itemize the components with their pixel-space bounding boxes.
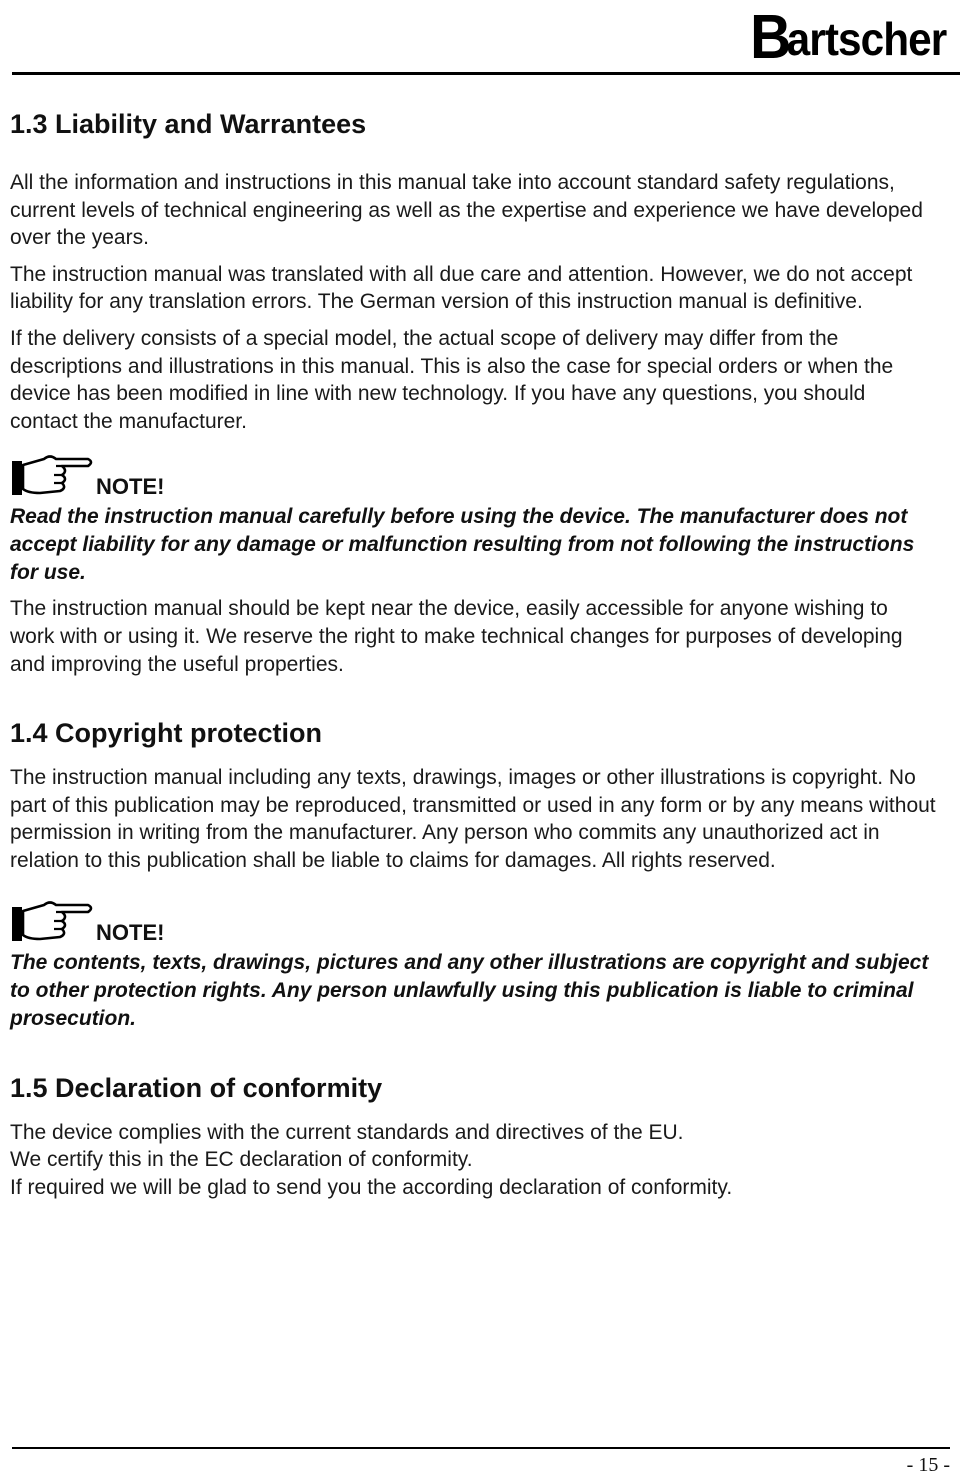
note-label: NOTE! — [96, 474, 165, 500]
pointing-hand-icon — [10, 897, 96, 943]
section-heading-liability: 1.3 Liability and Warrantees — [10, 109, 367, 139]
paragraph-conformity-line-1: The device complies with the current standards and directives of the EU. — [10, 1120, 684, 1144]
section-heading-conformity: 1.5 Declaration of conformity — [10, 1072, 383, 1103]
note-text-liability: Read the instruction manual carefully before using the device. The manufacturer does not accept liability for any damage or malfunction resulting from not following the instructions for use. — [10, 505, 915, 585]
paragraph-liability-3: If the delivery consists of a special model, the actual scope of delivery may differ from the descriptions and illustrations in this manual. This is also the case for special orders or when the device has been modified in line with new technology. If you have any questions, you should contact the manufacturer. — [10, 326, 894, 433]
note-label: NOTE! — [96, 919, 165, 945]
brand-logo — [731, 3, 946, 73]
brand-logo-text: Bartscher — [749, 3, 946, 73]
document-body — [10, 105, 936, 1201]
paragraph-copyright-1: The instruction manual including any texts, drawings, images or other illustrations is copyright. No part of this publication may be reproduced, transmitted or used in any form or by any means without permission in writing from the manufacturer. Any person who commits any unauthorized act in relation to this publication shall be liable to claims for damages. All rights reserved. — [10, 766, 936, 872]
pointing-hand-icon — [10, 451, 96, 497]
note-text-copyright: The contents, texts, drawings, pictures and any other illustrations are copyright and subject to other protection rights. Any person unlawfully using this publication is liable to criminal prosecution. — [10, 950, 929, 1030]
note-header — [10, 897, 936, 943]
paragraph-liability-1: All the information and instructions in this manual take into account standard safety regulations, current levels of technical engineering as well as the expertise and experience we have developed over the years. — [10, 171, 923, 250]
paragraph-liability-4: The instruction manual should be kept near the device, easily accessible for anyone wishing to work with or using it. We reserve the right to make technical changes for purposes of developing and improving the useful properties. — [10, 597, 903, 676]
section-heading-copyright: 1.4 Copyright protection — [10, 718, 323, 749]
note-header — [10, 451, 936, 500]
brand-logo-initial: B — [749, 3, 791, 73]
paragraph-conformity-line-2: We certify this in the EC declaration of conformity. — [10, 1148, 473, 1172]
header-rule — [12, 72, 960, 75]
paragraph-conformity-line-3: If required we will be glad to send you the according declaration of conformity. — [10, 1175, 733, 1199]
page-number: - 15 - — [906, 1454, 950, 1476]
footer-rule — [12, 1447, 950, 1449]
paragraph-liability-2: The instruction manual was translated with all due care and attention. However, we do not accept liability for any translation errors. The German version of this instruction manual is definitive. — [10, 262, 913, 314]
